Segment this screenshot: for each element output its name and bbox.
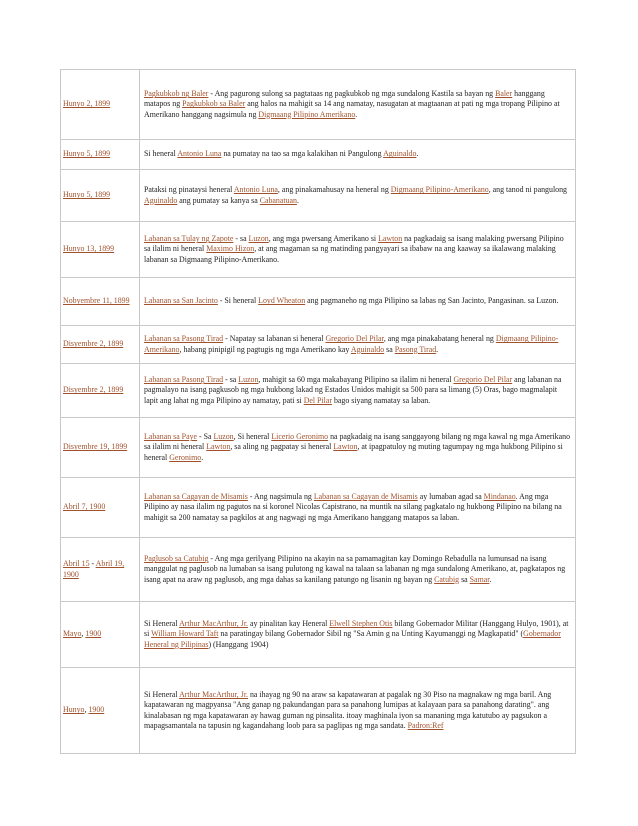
text-fragment: ay lumaban agad sa (417, 492, 484, 502)
text-fragment: - Ang nagsimula ng (247, 492, 314, 502)
text-fragment: ang pagmaneho ng mga Pilipino sa labas ng San Jacinto, Pangasinan. sa Luzon. (305, 296, 559, 306)
wiki-link[interactable]: Hunyo 5, 1899 (63, 190, 111, 200)
text-fragment: . (436, 344, 439, 354)
text-fragment: - sa (233, 234, 249, 244)
wiki-link[interactable]: Hunyo 5, 1899 (63, 149, 111, 159)
text-fragment: Si Heneral (144, 690, 180, 700)
text-fragment: ang labanan na pagmalayo na isang pagkusob ng mga hukbong lakad ng Estados Unidos mahigit sa 500 para sa limang (5) Oras, bago magmalapit lapit ang lahat ng mga Pilipino ay namatay, pati si (144, 375, 562, 405)
table-row (61, 326, 576, 364)
event-cell (140, 668, 576, 754)
event-cell (140, 140, 576, 170)
event-cell (140, 170, 576, 222)
text-fragment: , sa aling ng pagpatay si heneral (230, 442, 334, 452)
text-fragment: - Ang pagurong sulong sa pagtataas ng pagkubkob ng mga sundalong Kastila sa bayan ng (208, 89, 496, 99)
date-cell (61, 222, 140, 278)
wiki-link[interactable]: Aguinaldo (350, 344, 385, 354)
text-fragment: , (84, 705, 89, 715)
table-row (61, 668, 576, 754)
wiki-link[interactable]: William Howard Taft (151, 629, 219, 639)
text-fragment: . (489, 574, 492, 584)
timeline-table (60, 69, 576, 754)
text-fragment: , habang pinipigil ng pagtugis ng mga Amerikano kay (179, 344, 351, 354)
date-cell (61, 278, 140, 326)
wiki-link[interactable]: Mayo (63, 629, 82, 639)
text-fragment: na ihayag ng 90 na araw sa kapatawaran at pagalak ng 30 Piso na magnakaw ng mga baril. Ang kapatawaran ng magpyansa "Ang ganap ng pakundangan para sa panahong lumipas at kalayaan para sa panahong darating". ang kinalabasan ng mga kapatawaran ay hawag guman ng pinsalita. itoay maghinala iyon sa mananing mga katutubo ay pagsukon a mapagsamantala na tapusin ng kagandahang loob para sa paglipas ng mga sandata. (144, 690, 552, 730)
wiki-link[interactable]: Gregorio Del Pilar (453, 375, 513, 385)
text-fragment: . (416, 149, 419, 159)
text-fragment: bago siyang namatay sa laban. (331, 395, 431, 405)
table-row (61, 538, 576, 602)
wiki-link[interactable]: Arthur MacArthur, Jr. (179, 690, 248, 700)
event-cell (140, 418, 576, 478)
text-fragment: - Sa (197, 432, 214, 442)
text-fragment: Si Heneral (144, 619, 180, 629)
date-cell (61, 478, 140, 538)
table-row (61, 222, 576, 278)
text-fragment: . (296, 195, 299, 205)
wiki-link[interactable]: Mindanao (483, 492, 516, 502)
text-fragment: , (81, 629, 86, 639)
wiki-link[interactable]: Baler (495, 89, 513, 99)
text-fragment: - (89, 559, 96, 569)
date-cell (61, 538, 140, 602)
wiki-link[interactable]: Hunyo 2, 1899 (63, 99, 111, 109)
wiki-link[interactable]: Arthur MacArthur, Jr. (179, 619, 248, 629)
date-cell (61, 70, 140, 140)
wiki-link[interactable]: Paglusob sa Catubig (144, 554, 209, 564)
wiki-link[interactable]: Gobernador Heneral ng Pilipinas (144, 629, 561, 649)
event-cell (140, 70, 576, 140)
text-fragment: , ang mga pwersang Amerikano si (268, 234, 379, 244)
text-fragment: ang halos na mahigit sa 14 ang namatay, nasugatan at magtaanan at pati ng mga tropang Pilipino at Amerikano hanggang nagsimula ng (144, 99, 560, 119)
table-row (61, 418, 576, 478)
wiki-link[interactable]: Samar (469, 574, 490, 584)
wiki-link[interactable]: Nobyembre 11, 1899 (63, 296, 130, 306)
wiki-link[interactable]: Cabanatuan (259, 195, 297, 205)
wiki-link[interactable]: Loyd Wheaton (258, 296, 306, 306)
text-fragment: Pataksi ng pinataysi heneral (144, 185, 234, 195)
wiki-link[interactable]: Luzon (248, 234, 269, 244)
wiki-link[interactable]: Lawton (333, 442, 358, 452)
text-fragment: . Ang mga Pilipino ay nasa ilalim ng pagutos na si koronel Nicolas Capistrano, na muntik na silang pagkatalo ng hukbong Pilipino na bilang na mahigit sa 200 namatay sa pagkilos at ang nagwagi ng mga Amerikano hanggang matapos sa laban. (144, 492, 562, 522)
wiki-link[interactable]: Labanan sa Tulay ng Zapote (144, 234, 234, 244)
wiki-link[interactable]: Abril 15 (63, 559, 90, 569)
wiki-link[interactable]: Abril 7, 1900 (63, 502, 106, 512)
wiki-link[interactable]: 1900 (85, 629, 102, 639)
text-fragment: sa (384, 344, 395, 354)
wiki-link[interactable]: Padron:Ref (407, 720, 444, 730)
text-fragment: ang pumatay sa kanya sa (177, 195, 260, 205)
wiki-link[interactable]: Hunyo 13, 1899 (63, 244, 115, 254)
wiki-link[interactable]: Disyembre 2, 1899 (63, 385, 124, 395)
wiki-link[interactable]: Disyembre 2, 1899 (63, 339, 124, 349)
wiki-link[interactable]: Disyembre 19, 1899 (63, 442, 128, 452)
table-row (61, 140, 576, 170)
wiki-link[interactable]: Luzon (213, 432, 234, 442)
text-fragment: na pagkadaig na isang sanggayong bilang ng mga kawal ng mga Amerikano sa ilalim ni heneral (144, 432, 571, 452)
text-fragment: Si heneral (144, 149, 178, 159)
wiki-link[interactable]: Del Pilar (303, 395, 332, 405)
wiki-link[interactable]: Abril 19, 1900 (63, 559, 125, 579)
text-fragment: - sa (223, 375, 239, 385)
wiki-link[interactable]: Luzon (238, 375, 259, 385)
wiki-link[interactable]: Hunyo (63, 705, 85, 715)
table-row (61, 602, 576, 668)
wiki-link[interactable]: Lawton (206, 442, 231, 452)
text-fragment: bilang Gobernador Militar (Hanggang Hulyo, 1901), at si (144, 619, 569, 639)
table-row (61, 170, 576, 222)
wiki-link[interactable]: Lawton (378, 234, 403, 244)
event-cell (140, 538, 576, 602)
text-fragment: ay pinalitan kay Heneral (248, 619, 330, 629)
event-cell (140, 222, 576, 278)
date-cell (61, 140, 140, 170)
table-row (61, 70, 576, 140)
wiki-link[interactable]: Aguinaldo (144, 195, 178, 205)
wiki-link[interactable]: Digmaang Pilipino-Amerikano (144, 334, 559, 354)
date-cell (61, 326, 140, 364)
wiki-link[interactable]: 1900 (88, 705, 105, 715)
wiki-link[interactable]: Catubig (434, 574, 460, 584)
text-fragment: na paratingay bilang Gobernador Sibil ng "Sa Amin g na Unting Kayumanggi ng Magkapatid" ( (218, 629, 524, 639)
wiki-link[interactable]: Labanan sa Pasong Tirad (144, 375, 224, 385)
wiki-link[interactable]: Gregorio Del Pilar (325, 334, 384, 344)
wiki-link[interactable]: Pagkubkob ng Baler (144, 89, 209, 99)
text-fragment: , ang tanod ni pangulong (488, 185, 567, 195)
text-fragment: , ang mga pinakabatang heneral ng (383, 334, 496, 344)
wiki-link[interactable]: Labanan sa San Jacinto (144, 296, 218, 306)
text-fragment: , mahigit sa 60 mga makabayang Pilipino sa ilalim ni heneral (258, 375, 454, 385)
wiki-link[interactable]: Licerio Geronimo (271, 432, 329, 442)
wiki-link[interactable]: Elwell Stephen Otis (329, 619, 393, 629)
wiki-link[interactable]: Digmaang Pilipino-Amerikano (390, 185, 489, 195)
text-fragment: hanggang matapos ng (144, 89, 545, 109)
date-cell (61, 602, 140, 668)
timeline-table-body (61, 70, 576, 754)
text-fragment: . (355, 109, 358, 119)
event-cell (140, 478, 576, 538)
wiki-link[interactable]: Pasong Tirad (394, 344, 437, 354)
text-fragment: - Napatay sa labanan si heneral (223, 334, 326, 344)
date-cell (61, 170, 140, 222)
wiki-link[interactable]: Digmaang Pilipino Amerikano (258, 109, 356, 119)
table-row (61, 478, 576, 538)
text-fragment: , Si heneral (233, 432, 272, 442)
text-fragment: ) (Hanggang 1904) (208, 639, 269, 649)
wiki-link[interactable]: Labanan sa Cagayan de Misamis (144, 492, 248, 502)
text-fragment: . (201, 452, 204, 462)
date-cell (61, 364, 140, 418)
date-cell (61, 668, 140, 754)
wiki-link[interactable]: Maximo Hizon (206, 244, 255, 254)
date-cell (61, 418, 140, 478)
wiki-link[interactable]: Aguinaldo (383, 149, 417, 159)
table-row (61, 364, 576, 418)
wiki-link[interactable]: Labanan sa Cagayan de Misamis (313, 492, 418, 502)
text-fragment: - Ang mga gerilyang Pilipino na akayin na sa pamamagitan kay Domingo Rebadulla na lumunsad na isang manggulat ng paglusob na lumaban sa isang pulutong ng kawal na talaan sa labanan ng mga sundalong Amerikano, at, pagkatapos ng isang apat na araw ng paglusob, ang mga dahas sa kanilang patungo ng lisanin ng bayan ng (144, 554, 566, 584)
event-cell (140, 326, 576, 364)
text-fragment: , ang pinakamahusay na heneral ng (277, 185, 391, 195)
text-fragment: sa (459, 574, 470, 584)
wiki-link[interactable]: Geronimo (169, 452, 202, 462)
text-fragment: - Si heneral (217, 296, 259, 306)
text-fragment: , at ang magaman sa ng matinding pangyayari sa ibabaw na ang kaaway sa ikalawang malaking labanan sa Digmaang Pilipino-Amerikano. (144, 244, 556, 264)
wiki-link[interactable]: Labanan sa Pasong Tirad (144, 334, 224, 344)
wiki-link[interactable]: Labanan sa Paye (144, 432, 198, 442)
wiki-link[interactable]: Antonio Luna (177, 149, 222, 159)
event-cell (140, 278, 576, 326)
wiki-link[interactable]: Pagkubkob sa Baler (182, 99, 246, 109)
wiki-link[interactable]: Antonio Luna (233, 185, 278, 195)
event-cell (140, 602, 576, 668)
text-fragment: na pagkadaig sa isang malaking pwersang Pilipino sa ilalim ni heneral (144, 234, 564, 254)
event-cell (140, 364, 576, 418)
text-fragment: na pumatay na tao sa mga kalakihan ni Pangulong (221, 149, 384, 159)
table-row (61, 278, 576, 326)
text-fragment: , at ipagpatuloy ng muting tagumpay ng mga hukbong Pilipino si heneral (144, 442, 563, 462)
